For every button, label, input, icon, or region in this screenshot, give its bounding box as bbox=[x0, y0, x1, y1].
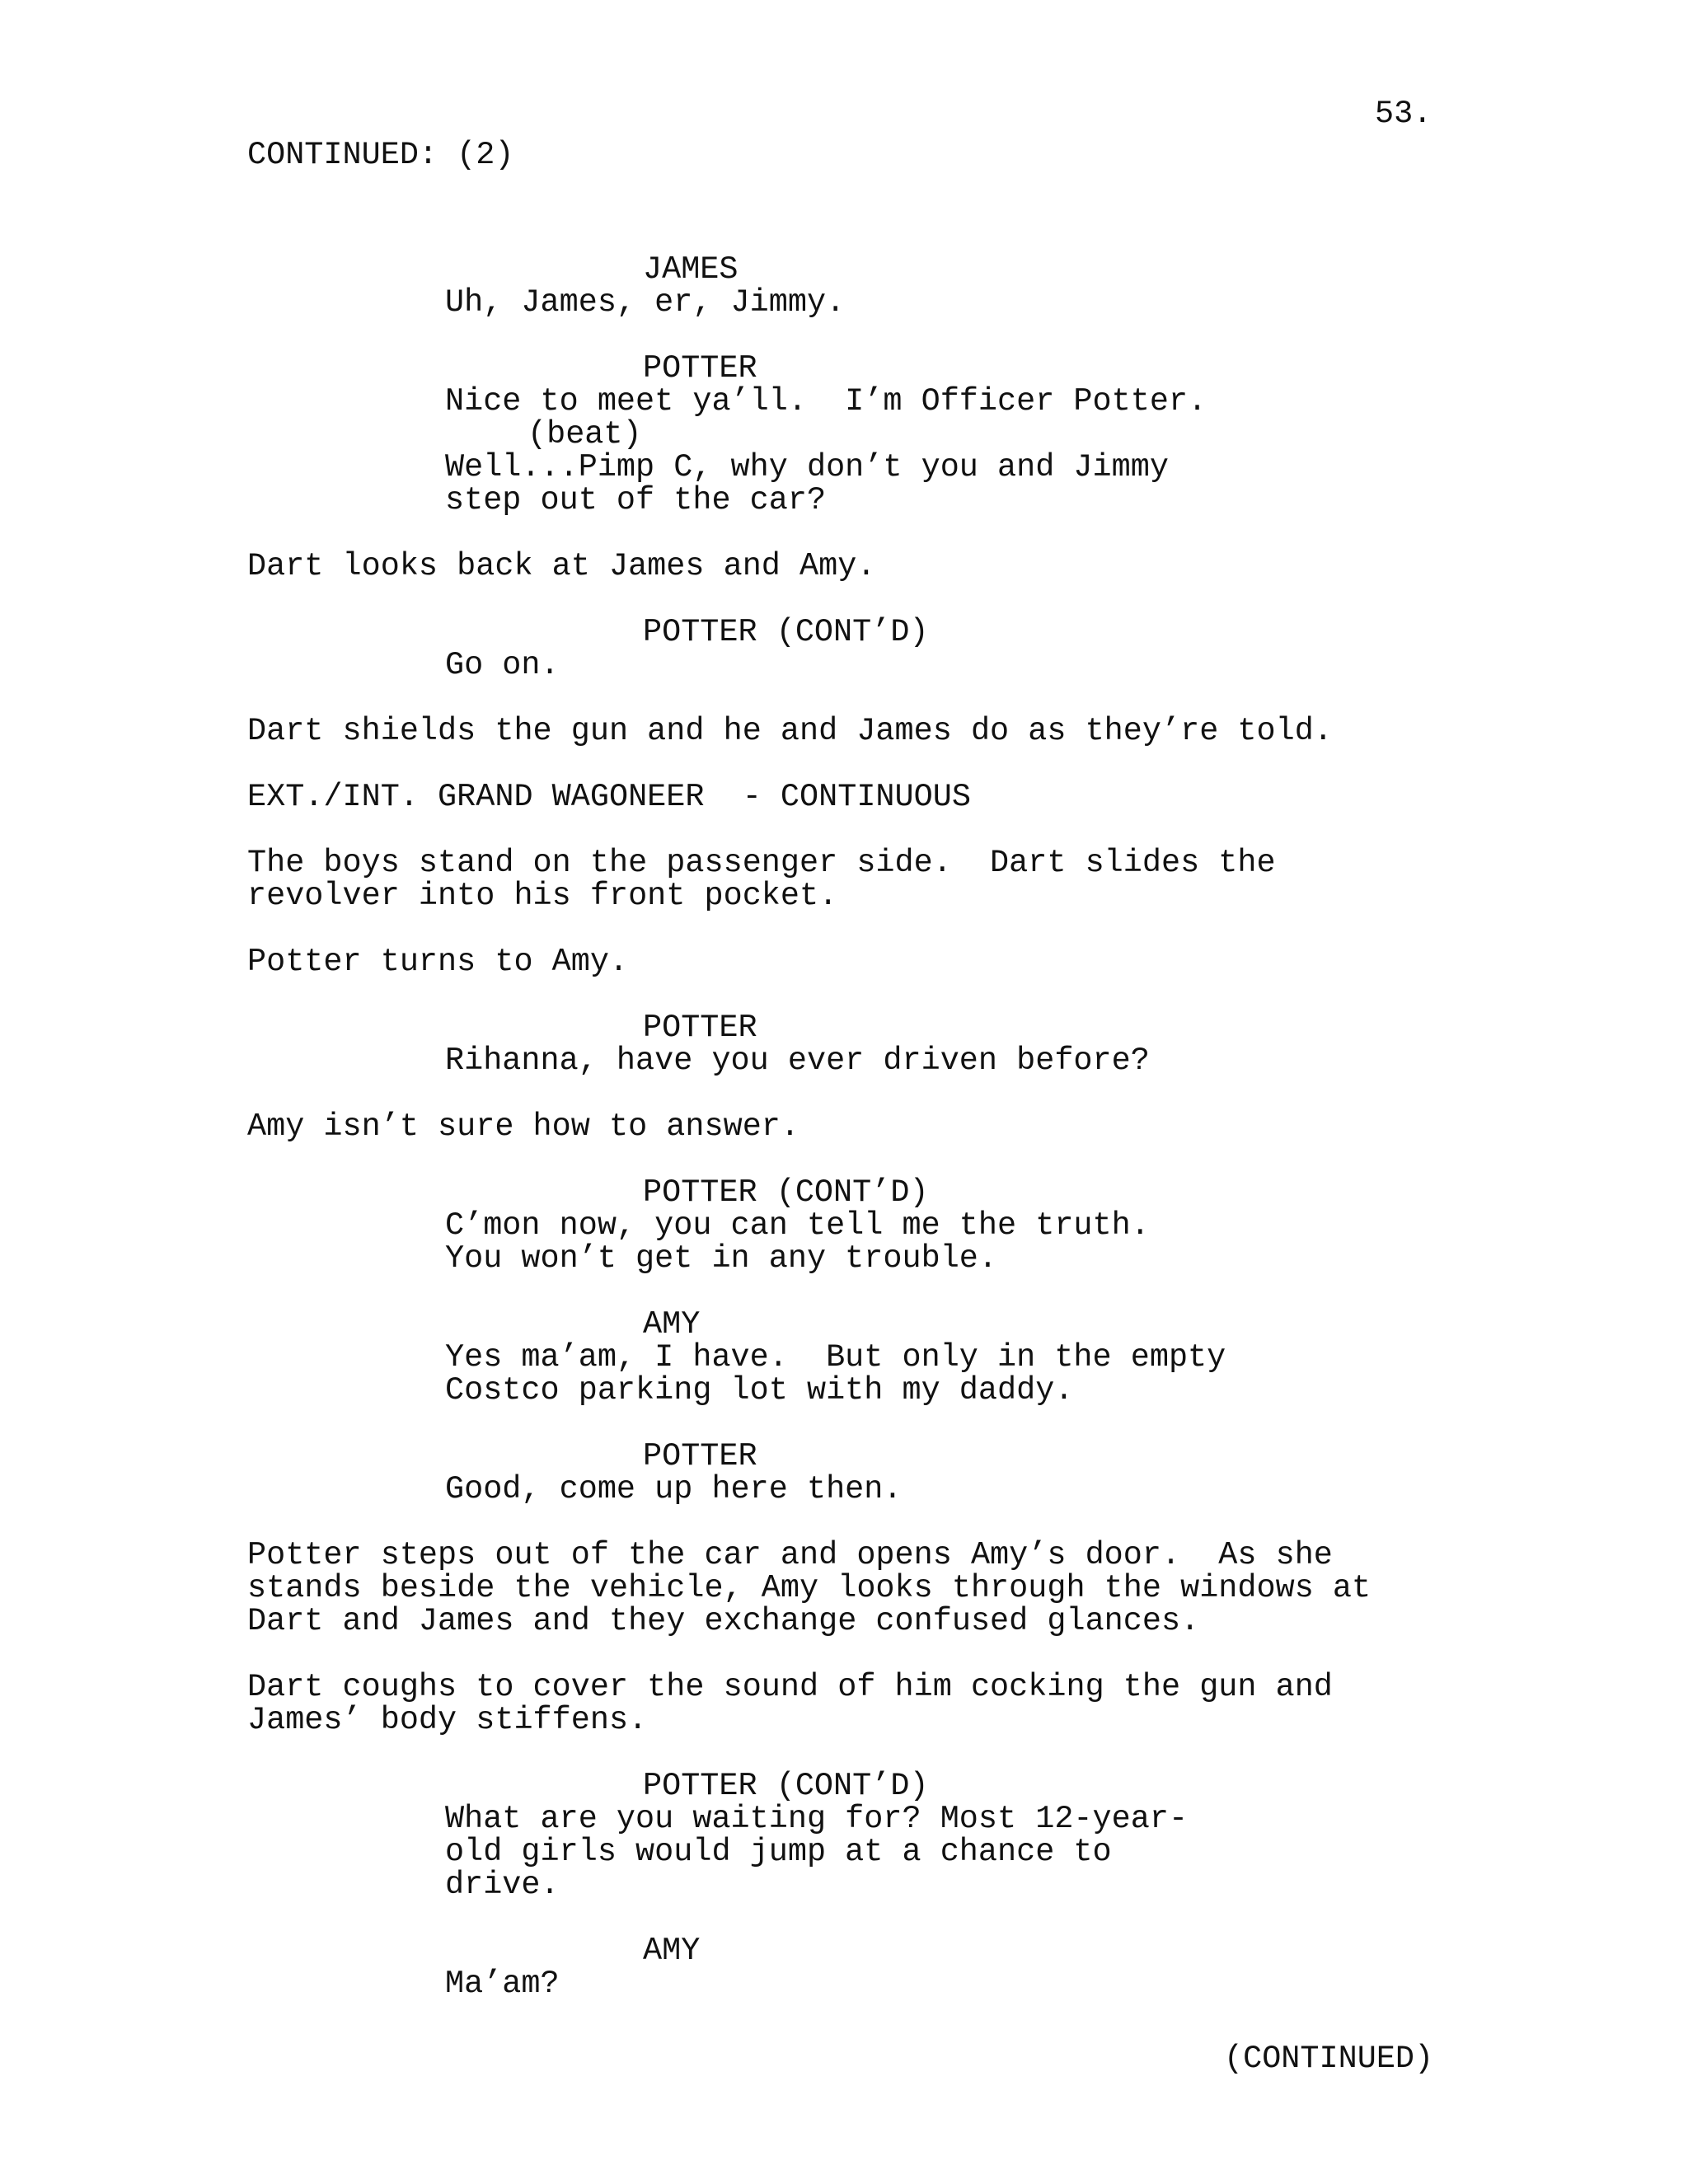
dialogue-line: Uh, James, er, Jimmy. bbox=[445, 284, 846, 321]
parenthetical: (beat) bbox=[528, 416, 642, 452]
dialogue-line: Go on. bbox=[445, 647, 560, 683]
dialogue-line: What are you waiting for? Most 12-year- bbox=[445, 1801, 1189, 1837]
action-line: Dart coughs to cover the sound of him cocking the gun and bbox=[247, 1669, 1333, 1705]
continued-header: CONTINUED: (2) bbox=[247, 137, 514, 173]
character-name: POTTER bbox=[643, 1438, 757, 1474]
dialogue-line: Ma’am? bbox=[445, 1966, 560, 2002]
action-line: revolver into his front pocket. bbox=[247, 878, 838, 914]
character-name: POTTER bbox=[643, 1010, 757, 1046]
action-line: Potter steps out of the car and opens Amy’s door. As she bbox=[247, 1537, 1333, 1573]
dialogue-line: Yes ma’am, I have. But only in the empty bbox=[445, 1339, 1226, 1376]
action-line: James’ body stiffens. bbox=[247, 1702, 648, 1738]
character-name: JAMES bbox=[643, 251, 738, 288]
character-name: AMY bbox=[643, 1306, 701, 1343]
dialogue-line: Well...Pimp C, why don’t you and Jimmy bbox=[445, 449, 1169, 485]
action-line: Dart looks back at James and Amy. bbox=[247, 548, 876, 584]
character-name: AMY bbox=[643, 1933, 701, 1969]
action-line: The boys stand on the passenger side. Dart slides the bbox=[247, 845, 1276, 881]
action-line: Dart shields the gun and he and James do as they’re told. bbox=[247, 713, 1333, 749]
dialogue-line: You won’t get in any trouble. bbox=[445, 1240, 998, 1277]
action-line: stands beside the vehicle, Amy looks through the windows at bbox=[247, 1570, 1372, 1606]
character-name: POTTER (CONT’D) bbox=[643, 614, 929, 650]
dialogue-line: Rihanna, have you ever driven before? bbox=[445, 1043, 1150, 1079]
character-name: POTTER bbox=[643, 350, 757, 387]
continued-footer: (CONTINUED) bbox=[1224, 2041, 1434, 2077]
dialogue-line: drive. bbox=[445, 1867, 560, 1903]
dialogue-line: Nice to meet ya’ll. I’m Officer Potter. bbox=[445, 383, 1207, 419]
action-line: Amy isn’t sure how to answer. bbox=[247, 1108, 800, 1145]
action-line: Potter turns to Amy. bbox=[247, 944, 629, 980]
action-line: Dart and James and they exchange confused glances. bbox=[247, 1603, 1200, 1639]
dialogue-line: step out of the car? bbox=[445, 482, 827, 518]
dialogue-line: Good, come up here then. bbox=[445, 1471, 903, 1507]
dialogue-line: Costco parking lot with my daddy. bbox=[445, 1372, 1074, 1408]
dialogue-line: old girls would jump at a chance to bbox=[445, 1834, 1112, 1870]
dialogue-line: C’mon now, you can tell me the truth. bbox=[445, 1207, 1150, 1244]
character-name: POTTER (CONT’D) bbox=[643, 1174, 929, 1211]
scene-heading: EXT./INT. GRAND WAGONEER - CONTINUOUS bbox=[247, 779, 971, 815]
character-name: POTTER (CONT’D) bbox=[643, 1768, 929, 1804]
page-number: 53. bbox=[1375, 96, 1432, 132]
